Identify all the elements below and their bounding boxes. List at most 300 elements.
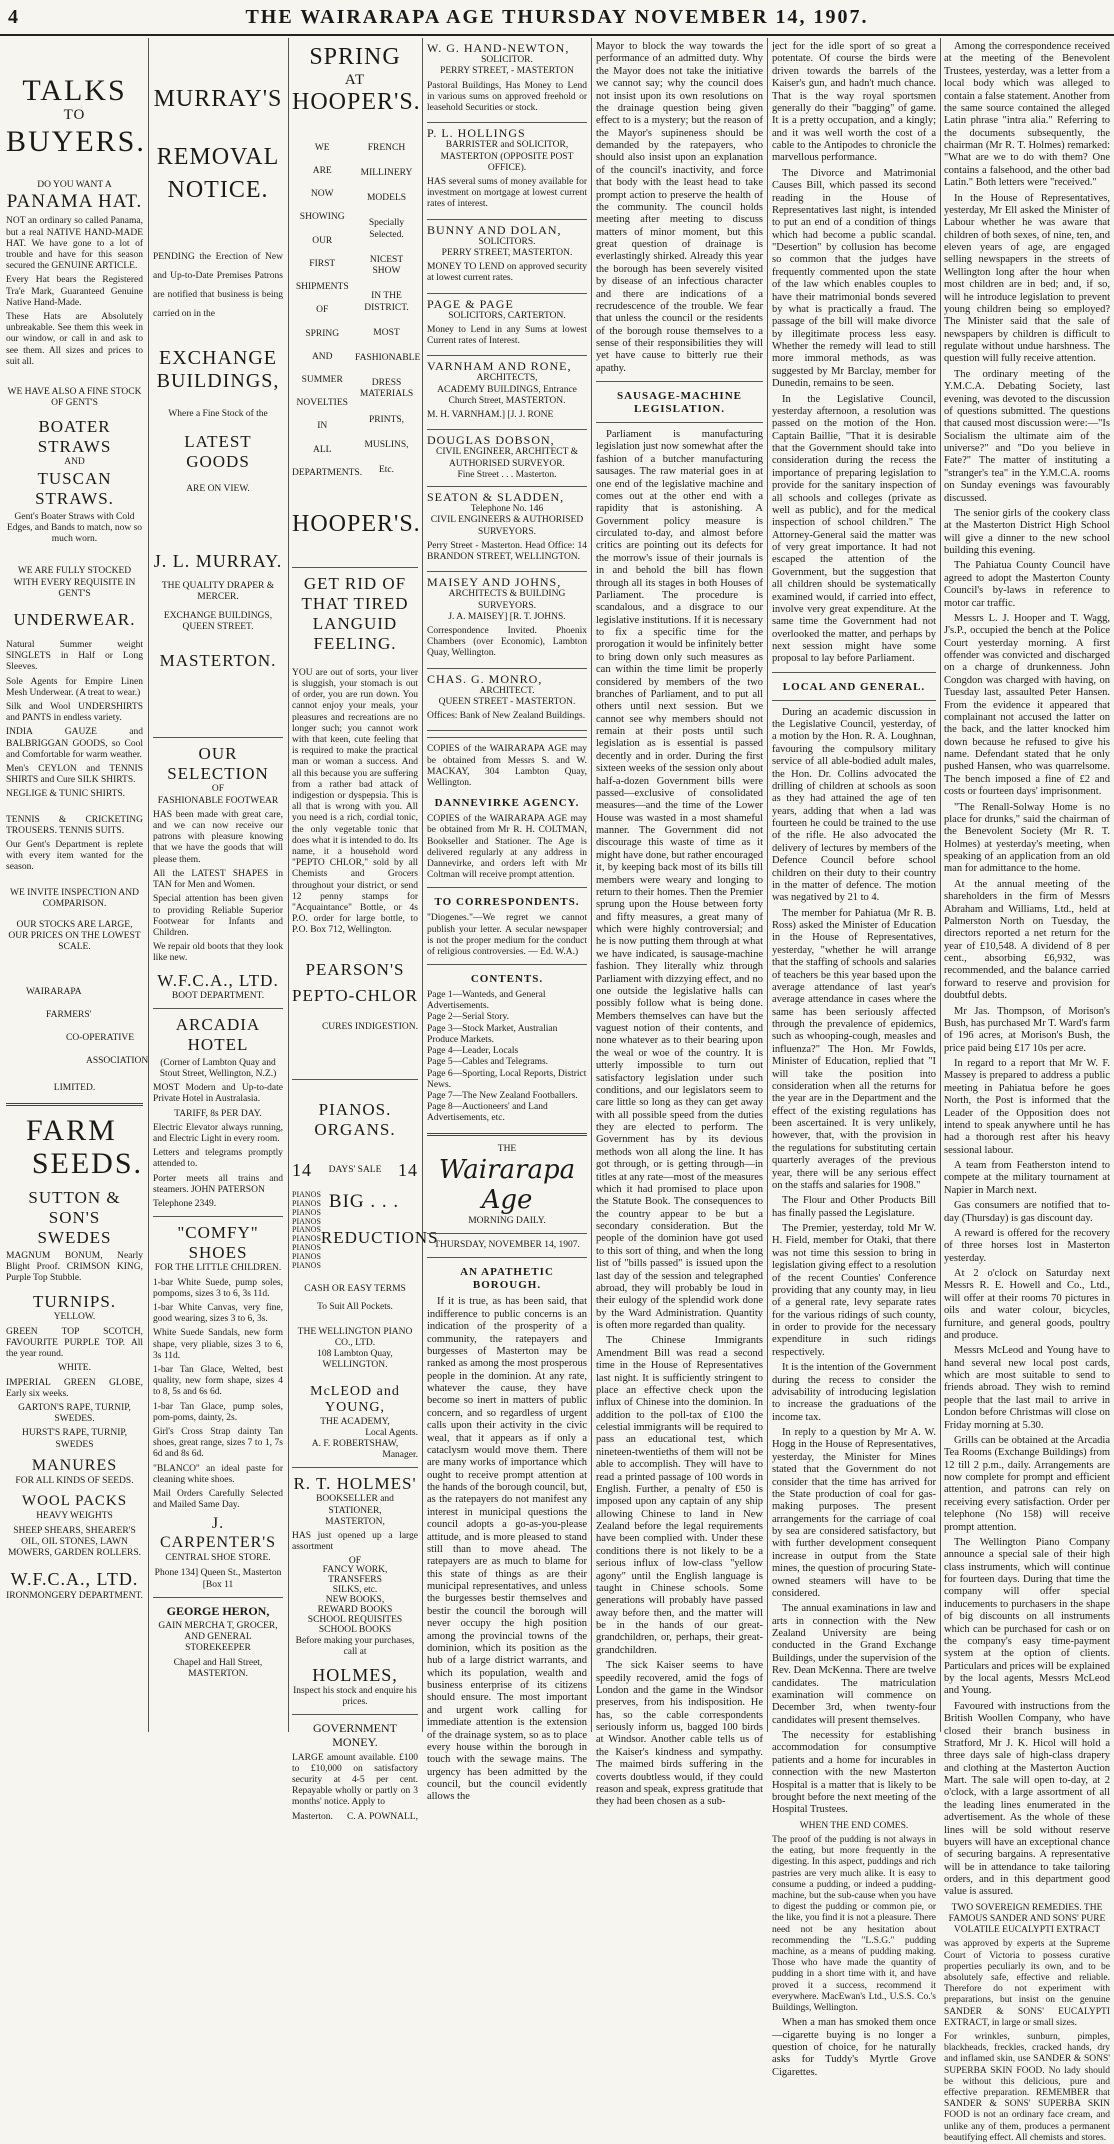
news-paragraph: ject for the idle sport of so great a potentate. Of course the birds were driven towards the barrels of the Kaiser's gun, and hadn't much chance. That is the way royal sportsmen generally do their "bagging" of game. It is a pretty occupation, and a kingly; and it was well worth the cost of a cable to the Antipodes to chronicle the marvellous performance. [772, 41, 936, 164]
hooper-right-item: PRINTS, [368, 414, 405, 425]
news-paragraph: The Flour and Other Products Bill has finally passed the Legislature. [772, 1195, 936, 1219]
panama-lead: DO YOU WANT A [37, 179, 112, 190]
heron-text: GAIN MERCHA T, GROCER, AND GENERAL STOREKEEPER [158, 1620, 278, 1654]
professional-role: SOLICITORS. [478, 236, 536, 247]
professional-text: Offices: Bank of New Zealand Buildings. [427, 711, 586, 722]
professional-role: ARCHITECTS, [476, 373, 538, 384]
buildings-heading: BUILDINGS, [156, 369, 280, 392]
exchange-heading: EXCHANGE [159, 346, 277, 369]
editorial-paragraph: Parliament is manufacturing legislation just now somewhat after the fashion of a butcher manufacturing sausages. The raw material goes in at one end of the legislative machine and comes out at the other end with a rapidity that is astonishing. A Government policy measure is circulated to-day, and almost before critics are pointing out its defects for the morrow's issue of their journals is in and behold the bill has flown through all its stages in both Houses of Parliament. The procedure is scandalous, and a disgrace to our legislative institutions. If it is necessary to fix a specific time for the prorogation it would be infinitely better to bring down only such measures as can within the time limit be properly considered by members of the two branches of Parliament, and to put all others until next session. But we cannot see why members should not remain at their posts until such legislation as is essential is passed decently and in order. During the first sixteen weeks of the session only about half-a-dozen Government bills were passed—exclusive of consolidated measures—and the time of the Lower House was wasted in a most shameful manner. The Government did not discourage this waste of time as it might have done, but rather encouraged it, by keeping back most of its bills till members were weary and longing to return to their homes. Then the Premier sprung upon the House between forty and fifty measures, a great many of which were highly controversial; and he is now putting them through at what we have indicated, is sausage-machine fashion. They literally whiz through Parliament with dizzying effect, and no one outside the legislative halls can possibly follow what is being done. Members themselves can have but the vaguest notion of their contents, and none whatever as to their bearing upon the weal or woe of the country. It is utterly impossible to turn out satisfactory legislation under such conditions, and our legislators seem to care little so long as they can get away with all possible speed from the duties they are elected to perform. The Government has by its devious methods won all along the line. It has got through, or is getting through—in titles at any rate—most of the measures which it had promised to place upon the Statute Book. The consequences to the country appear to be but a secondary consideration. But the people of the dominion have got used to this sort of thing, and when the long list of "bills passed" is issued upon the last day of the session and telegraphed abroad, they will probably be loud in their eulogy of the splendid work done by the Ward Administration. Quantity is often more regarded than quality. [596, 429, 763, 1332]
feeling-text: YOU are out of sorts, your liver is sluggish, your stomach is out of order, you are run down. You cannot enjoy your meals, your pleasures and recreations are no longer such; you cannot work with that keen, cute feeling that is required to make the practical man or woman a success. And all this because you are suffering from a rather bad attack of indigestion or dyspepsia. This is all that is wrong with you. All you need is a rich, cordial tonic, the only vegetable tonic that does what it is intended to do. Its name, it a household word "PEPTO CHLOR," sold by all Chemists and Grocers throughout your district, or send 12 penny stamps for "Acquaintance" Bottle, or 4s P.O. order for large bottle, to P.O. Box 712, Wellington. [292, 667, 418, 936]
hooper-right-item: MUSLINS, [364, 439, 409, 450]
editorial-paragraph: Mayor to block the way towards the performance of an admitted duty. Why the Mayor does not take the initiative we cannot say; why the council does not insist upon its own resolutions on the drainage question being given effect to is a mystery; but the reason of the Mayor's supineness should be demanded by the ratepayers, who should also insist upon an explanation of the council's inactivity, and force that body with the least head to take prompt action to preserve the health of the community. The council holds meeting after meeting to discuss matters of minor moment, but this great question of drainage is everlastingly shirked. Already this year the borough has been severely visited by disease of an infectious character and there are indications of a recrudescence of the trouble. We fear that unless the council or the residents of the borough rouse themselves to a sense of their responsibilities they will yet have cause to bitterly rue their apathy. [596, 41, 763, 374]
underwear-item: NEGLIGE & TUNIC SHIRTS. [6, 789, 126, 800]
comfy-item: 1-bar Tan Glace, Welted, best quality, new form shape, sizes 4 to 8, 5s and 6s 6d. [153, 1365, 283, 1398]
latest-goods-heading: LATEST GOODS [184, 431, 252, 472]
professional-role: Telephone No. 146 [470, 504, 544, 515]
underwear-heading: UNDERWEAR. [13, 609, 136, 629]
hooper-right-item: DRESS MATERIALS [359, 378, 414, 400]
hurst-text: HURST'S RAPE, TURNIP, SWEDES [21, 1428, 127, 1450]
leader-text: If it is true, as has been said, that indifference to public concerns is an indication of the prosperity of a community, the ratepayers and burgesses of Masterton may be ranked as among the most prosperous people in the dominion. At any rate, whatever the cause, they have become so inert in matters of public concern, and so regardless of urgent calls upon their activity in the civic weal, that it appears as if only a cataclysm would move them. There are many works of importance which ought to receive prompt attention at the hands of the borough council, but, as the ratepayers do not manifest any interest in municipal questions the council adopts a go-as-you-please attitude, and is more pleased to stand still than to move ahead. The ratepayers are as much to blame for this state of things as are their municipal representatives, and unless the burgesses bestir themselves and bestir the council the borough will never occupy the high position among the provincial towns of the dominion, which its position as the hub of a large district warrants, and which its population, wealth and business enterprise of its citizens should ensure. The most important and urgent work calling for immediate attention is the extension of the drainage system, so as to place every house within the borough in touch with the sewage mains. The urgency has been admitted by the council, but the council evidently allows the [427, 1296, 587, 1803]
local-general-heading: LOCAL AND GENERAL. [782, 680, 926, 693]
contents-item: Page 5—Cables and Telegrams. [427, 1057, 549, 1068]
carpenter-heading: J. CARPENTER'S [159, 1515, 277, 1552]
comfy-item: Mail Orders Carefully Selected and Mailed Same Day. [153, 1489, 283, 1511]
news-paragraph: During an academic discussion in the Legislative Council, yesterday, of a motion by the Hon. R. A. Loughnan, favouring the compulsory military service of all able-bodied adult males, the Hon. Dr. Collins advocated the drilling of children at schools as soon as they had attained the age of ten years, adding that when a lad was fourteen he could be trained to the use of the rifle. He also advocated the delivery of lectures by members of the Defence Council before school children on their duty to their country in the matter of defence. The motion was negatived by 21 to 4. [772, 706, 936, 904]
professional-card [427, 487, 587, 572]
pianos-list-item: PIANOS [292, 1260, 321, 1270]
hooper-right-item: MODELS [366, 193, 407, 204]
professional-card [427, 430, 587, 487]
professional-card [427, 123, 587, 219]
hooper-left-list [292, 142, 363, 491]
advert-text: The proof of the pudding is not always in the eating, but more frequently in the digesting. In this aspect, puddings and rich pastries are very much alike. It is easy to consume a pudding, or indeed a pudding-machine, but the sub-cause when you have to digest the pudding or common pie, or the like, you find it is not a pleasure. There need not be any hesitation about recommending the "L.S.G." pudding machine, as a means of pudding making. Those who have made the quantity of pudding in a short time with it, and have proved it a success, recommend it everywhere. MacEwan's Ltd., U.S.S. Co.'s Buildings, Wellington. [772, 1834, 936, 2013]
contents-list [427, 990, 587, 1124]
underwear-item: Silk and Wool UNDERSHIRTS and PANTS in endless variety. [6, 702, 143, 724]
shears-text: SHEEP SHEARS, SHEARER'S OIL, OIL STONES, LAWN MOWERS, GARDEN ROLLERS. [7, 1525, 141, 1559]
wfca-line: LIMITED. [53, 1083, 96, 1094]
professional-name: MAISEY AND JOHNS, [427, 575, 562, 590]
professional-text: MONEY TO LEND on approved security at lowest current rates. [427, 262, 587, 284]
masthead [0, 0, 1114, 36]
advert-heading: WHEN THE END COMES. [799, 1820, 909, 1831]
panama-text: These Hats are Absolutely unbreakable. See them this week in our window, or call in and ask to see them. All sizes and prices to suit all. [6, 311, 143, 367]
news-paragraph: Favoured with instructions from the British Woollen Company, who have closed their branch business in Stratford, Mr J. K. Hicol will hold a three days sale of high-class drapery and clothing at the Masterton Auction Mart. The sale will open to-day, at 2 o'clock, with a large assortment of all the leading lines enumerated in the advertisement. As the whole of these lines will be sold without reserve buyers will have an exceptional chance of securing bargains. A representative will be in attendance to take tailoring orders, and in this department good value is assured. [944, 1700, 1110, 1898]
news-paragraph: In regard to a report that Mr W. F. Massey is prepared to address a public meeting in Pahiatua before he goes North, the Post is informed that the Leader of the Opposition does not intend to speak anywhere until he has had a thorough rest after his heavy sessional labour. [944, 1058, 1110, 1156]
column-2-advertisements [153, 38, 283, 1732]
leader-heading: AN APATHETIC BOROUGH. [460, 1266, 554, 1292]
panama-text: Every Hat bears the Registered Tra'e Mark, Guaranteed Genuine Native Hand-Made. [6, 275, 143, 308]
stocks-text: OUR STOCKS ARE LARGE, OUR PRICES ON THE LOWEST SCALE. [8, 920, 141, 953]
get-rid-heading: GET RID OF [303, 573, 407, 593]
arcadia-text: Letters and telegrams promptly attended to. [153, 1148, 283, 1170]
news-paragraph: Messrs L. J. Hooper and T. Wagg, J's.P., occupied the bench at the Police Court yesterday morning. A first offender was convicted and discharged on a charge of drunkenness. John Congdon was charged with having, on Tuesday last, assaulted Peter Hansen. From the evidence it appeared that complainant not accused the latter on the back, and the latter knocked him down because he refused to give his name. Defendant stated that he only pushed Hansen, who was quarrelsome. The bench imposed a fine of £2 and costs or fourteen days' imprisonment. [944, 612, 1110, 798]
hooper-left-item: ARE [312, 166, 332, 177]
manager-text: Manager. [382, 1450, 418, 1461]
page-number: 4 [8, 6, 18, 28]
talks-heading: TALKS [22, 74, 127, 107]
inspect-text: Inspect his stock and enquire his prices. [293, 1685, 417, 1708]
hooper-left-item: OF [316, 305, 329, 316]
comfy-heading: "COMFY" SHOES [177, 1223, 259, 1263]
hooper-right-item: MILLINERY [360, 168, 413, 179]
editorial-paragraph: The Chinese Immigrants Amendment Bill was read a second time in the House of Representatives last night. It is sufficiently stringent to place an effective check upon the influx of Chinese into the dominion. In addition to the poll-tax of £100 the celestial immigrants will be required to pass an educational test, which nineteen-twentieths of them will not be able to accomplish. They will have to read a printed passage of 100 words in English. Further, a penalty of £50 is imposed upon any captain of any ship allowing Chinese to land in New Zealand before the legal requirements have been complied with. Under these conditions there is not likely to be a serious influx of low-class "yellow agony" until the English language is taught in Chinese schools. Some generations will probably have passed away before then, and the matter will be in the hands of our great-grandchildren, or, perhaps, their great-grandchildren. [596, 1335, 763, 1656]
pianos-list-item: PIANOS [292, 1251, 321, 1261]
professional-name: VARNHAM AND RONE, [427, 359, 572, 374]
professional-cards [427, 38, 587, 731]
pianos-list-item: PIANOS [292, 1199, 321, 1208]
heron-heading: GEORGE HERON, [166, 1603, 270, 1618]
telephone-text: Telephone 2349. [153, 1199, 217, 1210]
yellow-text: GREEN TOP SCOTCH, FAVOURITE PURPLE TOP. All the year round. [6, 1326, 143, 1360]
column-rule [767, 38, 768, 1732]
wfca-line: WAIRARAPA [26, 986, 82, 997]
column-rule [148, 38, 149, 1732]
underwear-item: TENNIS & CRICKETING TROUSERS. TENNIS SUITS. [6, 814, 143, 836]
languid-heading: LANGUID [312, 613, 398, 633]
professional-text: HAS several sums of money available for investment on mortgage at lowest current rates of interest. [427, 176, 587, 210]
professional-card [427, 294, 587, 357]
hooper-left-item: DEPARTMENTS. [292, 467, 363, 478]
gov-signature: C. A. POWNALL, [347, 1811, 418, 1822]
hooper-left-item: OUR [312, 235, 333, 246]
chapel-text: Chapel and Hall Street, [173, 1657, 263, 1668]
copies-notice: COPIES of the WAIRARAPA AGE may be obtained from Messrs S. and W. MACKAY, 304 Lambton Quay, Wellington. [427, 744, 587, 788]
comfy-item: 1-bar White Suede, pump soles, pompoms, sizes 3 to 6, 3s 11d. [153, 1277, 283, 1299]
news-paragraph: Among the correspondence received at the meeting of the Benevolent Trustees, yesterday, was a letter from a local body which was alleged to contain a false statement. Another from the same source contained the alleged Latin phrase "intra alia." Referring to the documents subsequently, the chairman (Mr R. T. Holmes) remarked: "What are we to do with them? One contains a falsehood, and the other bad Latin." Both letters were "received." [944, 41, 1110, 189]
ironmongery-text: IRONMONGERY DEPARTMENT. [6, 1590, 143, 1601]
hooper-left-item: FIRST [309, 258, 336, 269]
news-paragraph: The Pahiatua County Council have agreed to adopt the Masterton County Council's by-laws in reference to motor car traffic. [944, 560, 1110, 609]
pianos-list-item: PIANOS [292, 1216, 321, 1226]
wfca-boot-heading: W.F.C.A., LTD. [157, 970, 279, 990]
holmes-before-text: Before making your purchases, call at [295, 1636, 415, 1658]
holmes-list-item: TRANSFERS [328, 1575, 382, 1586]
professional-address: CIVIL ENGINEERS & AUTHORISED SURVEYORS. [430, 515, 584, 537]
robertshaw-text: A. F. ROBERTSHAW, [311, 1439, 399, 1450]
professional-text: Perry Street - Masterton. Head Office: 14 BRANDON STREET, WELLINGTON. [427, 540, 587, 562]
professional-name: P. L. HOLLINGS [427, 126, 526, 141]
holmes-list-item: FANCY WORK, [322, 1565, 388, 1576]
heron-town: MASTERTON. [188, 1668, 248, 1679]
wfca-line: FARMERS' [46, 1009, 92, 1020]
contents-item: Page 4—Leader, Locals [427, 1046, 519, 1057]
arcadia-text: Electric Elevator always running, and Electric Light in every room. [153, 1122, 283, 1145]
feeling-heading: FEELING. [313, 633, 397, 653]
spring-heading: SPRING [309, 44, 401, 70]
of-text: OF [211, 784, 225, 795]
masterton-heading: MASTERTON. [159, 651, 277, 671]
contents-item: Page 2—Serial Story. [427, 1012, 509, 1023]
professional-text: Money to Lend in any Sums at lowest Current rates of Interest. [427, 324, 587, 347]
professional-card [427, 38, 587, 123]
pianos-list-item: PIANOS [292, 1234, 321, 1244]
professional-text: Correspondence Invited. Phoenix Chambers (over Economic), Lambton Quay, Wellington. [427, 625, 587, 659]
tired-heading: THAT TIRED [301, 593, 409, 613]
news-paragraph: The Premier, yesterday, told Mr W. H. Field, member for Otaki, that there was not time this session to bring in legislation giving effect to a resolution of the recent Counties' Conference providing that any county may, in lieu of a general rate, levy separate rates for the various ridings of such county, in order to provide for the necessary expenditure in such ridings respectively. [772, 1223, 936, 1358]
panama-heading: PANAMA HAT. [6, 190, 143, 212]
news-paragraph: "The Renall-Solway Home is no place for drunks," said the chairman of the Benevolent Society (Mr R. T. Holmes) at yesterday's meeting, when speaking of an application from an old man for admittance to the home. [944, 801, 1110, 875]
professional-role: SOLICITOR. [481, 55, 533, 66]
hooper-right-item: FASHIONABLE [355, 352, 421, 363]
hooper-right-item: FRENCH [367, 142, 406, 153]
hooper-right-item: IN THE DISTRICT. [364, 291, 409, 313]
holmes-list-item: SCHOOL BOOKS [318, 1625, 392, 1636]
gov-place: Masterton. [292, 1811, 333, 1822]
professional-address: ACADEMY BUILDINGS, Entrance Church Street, MASTERTON. [437, 384, 577, 406]
underwear-item: INDIA GAUZE and BALBRIGGAN GOODS, so Cool and Comfortable for warm weather. [6, 727, 143, 760]
professional-name: CHAS. G. MONRO, [427, 671, 543, 686]
garton-text: GARTON'S RAPE, TURNIP, SWEDES. [18, 1402, 131, 1425]
fashion-text: Special attention has been given to providing Reliable Superior Footwear for Infants and Children. [153, 894, 283, 938]
column-rule [940, 38, 941, 1732]
news-paragraph: In the House of Representatives, yesterday, Mr Ell asked the Minister of Labour whether he was aware that children of both sexes, of nine, ten, and eleven years of age, are engaged selling newspapers in the streets of Wellington long after the hour when most children are in bed; and, if so, will he introduce legislation to prevent young children being so employed? The Minister said that the sale of newspapers by children is difficult to regulate without undue harshness. The question will fully receive attention. [944, 192, 1110, 365]
hooper-left-item: SUMMER [301, 374, 343, 385]
pepto-chlor-heading: PEPTO-CHLOR [292, 985, 418, 1005]
copies-notice: COPIES of the WAIRARAPA AGE may be obtained from Mr R. H. COLTMAN, Bookseller and Stationer. The Age is delivered regularly at any address in Dannevirke, and orders left with Mr Coltman will receive prompt attention. [427, 814, 587, 881]
days-number: 14 [292, 1159, 312, 1180]
yellow-heading: YELLOW. [53, 1312, 96, 1323]
pianos-list [292, 1191, 321, 1270]
professional-role: SOLICITORS, CARTERTON. [448, 310, 566, 321]
correspondents-text: "Diogenes."—We regret we cannot publish your letter. A secular newspaper is not the proper medium for the conduct of religious controversies. — Ed. W.A.) [427, 913, 587, 957]
where-text: Where a Fine Stock of the [168, 408, 268, 419]
hooper-right-list [355, 142, 421, 491]
holmes-list-item: NEW BOOKS, [325, 1595, 385, 1606]
selection-heading: OUR SELECTION [167, 744, 269, 784]
big-heading: BIG . . . [328, 1191, 400, 1213]
newspaper-title: THE WAIRARAPA AGE THURSDAY NOVEMBER 14, 1907. [245, 6, 869, 28]
column-rule [288, 38, 289, 1732]
piano-co-text: THE WELLINGTON PIANO CO., LTD. [297, 1326, 413, 1348]
column-7-news [944, 38, 1110, 2143]
draper-text: THE QUALITY DRAPER & MERCER. [161, 580, 275, 602]
professional-card [427, 572, 587, 668]
column-5-editorial [596, 38, 763, 1808]
holmes-town: MASTERTON, [325, 1516, 385, 1527]
advert-text: For wrinkles, sunburn, pimples, blackheads, freckles, cracked hands, dry and inflamed skin, use SANDER & SONS' SUPERBA SKIN FOOD. No lady should be without this delicious, pure and effective preparation. REMEMBER that SANDER & SONS' SUPERBA SKIN FOOD is not an ordinary face cream, and unlike any of them, produces a permanent beautifying effect. All chemists and stores. [944, 2031, 1110, 2143]
editorial-paragraph: The sick Kaiser seems to have speedily recovered, amid the fogs of London and the game in the Windsor preserves, from his indisposition. He has, so the cable correspondents seriously inform us, bagged 100 birds at Windsor. Another cable tells us of the Kaiser's kindness and sympathy. The maimed birds suffering in the coverts doubtless would, if they could reason and speak, express gratitude that they had been chosen as a sub- [596, 1660, 763, 1808]
contents-item: Page 6—Sporting, Local Reports, District News. [427, 1068, 587, 1090]
news-paragraph: Grills can be obtained at the Arcadia Tea Rooms (Exchange Buildings) from 12 till 2 p.m., daily. Arrangements are now complete for prompt and efficient attention, and patrons can rely on receiving every satisfaction. Order per telephone (No 158) will receive prompt attention. [944, 1434, 1110, 1533]
arcadia-address: (Corner of Lambton Quay and Stout Street, Wellington, N.Z.) [159, 1057, 277, 1080]
news-paragraph: The necessity for establishing accommodation for consumptive patients and a home for incurables in connection with the new Masterton Hospital is a matter that is likely to be brought before the next meeting of the Hospital Trustees. [772, 1730, 936, 1816]
professional-address: J. A. MAISEY] [R. T. JOHNS. [448, 611, 566, 622]
news-paragraph: The Wellington Piano Company announce a special sale of their high class instruments, which will continue for fourteen days. During that time the company will offer special inducements to purchasers in the shape of big discounts on all instruments which can be purchased for cash or on the company's easy time-payment system at the option of clients. Particulars and prices will be explained by the local agents, Messrs McLeod and Young. [944, 1536, 1110, 1697]
pianos-list-item: PIANOS [292, 1190, 321, 1200]
advert-text: was approved by experts at the Supreme Court of Victoria to possess curative properties peculiarly its own, and to be absolutely safe, effective and reliable. Therefore do not experiment with preparations, but insist on the genuine SANDER & SONS' EUCALYPTI EXTRACT, in large or small sizes. [944, 1939, 1110, 2028]
suit-text: To Suit All Pockets. [317, 1301, 393, 1312]
days-sale-text: DAYS' SALE [328, 1164, 382, 1175]
contents-item: Page 1—Wanteds, and General Advertisements. [427, 990, 546, 1012]
tuscan-heading: TUSCAN STRAWS. [35, 468, 114, 508]
professional-name: PAGE & PAGE [427, 296, 514, 311]
column-1-advertisements [6, 38, 149, 1732]
view-text: ARE ON VIEW. [186, 484, 250, 495]
hooper-left-item: WE [314, 142, 330, 153]
dannevirke-heading: DANNEVIRKE AGENCY. [434, 797, 580, 810]
news-paragraph: At the annual meeting of the shareholders in the firm of Messrs Abraham and Williams, Ltd., held at Palmerston North on Tuesday, the directors reported a net return for the year of £10,548. A dividend of 8 per cent., absorbing £6,932, was recommended, and the balance carried forward to reserve and provision for doubtful debts. [944, 878, 1110, 1002]
news-paragraph: In the Legislative Council, yesterday afternoon, a resolution was passed on the motion of the Hon. Captain Baillie, "That it is desirable that the Government should take into consideration during the recess the importance of preparing legislation to provide for the sanitary inspection of all schools and colleges (private as well as public), and for the medical inspection of school children." The Attorney-General said the matter was of very great importance. It had not escaped the attention of the Government, but the suggestion that all children should be systematically examined would, if carried into effect, involve very great expenditure. At the same time the Government had not overlooked the matter, and perhaps by next session might have some proposal to lay before Parliament. [772, 393, 936, 665]
professional-name: DOUGLAS DOBSON, [427, 433, 555, 448]
news-paragraph: When a man has smoked them once—cigarette buying is no longer a question of choice, for he naturally asks for Tuddy's Myrtle Grove Cigarettes. [772, 2017, 936, 2078]
contents-item: Page 3—Stock Market, Australian Produce Markets. [427, 1023, 558, 1045]
gov-money-heading: GOVERNMENT MONEY. [313, 1721, 397, 1750]
news-paragraph: A team from Featherston intend to compete at the military tournament at Napier in March next. [944, 1160, 1110, 1196]
comfy-item: "BLANCO" an ideal paste for cleaning white shoes. [153, 1463, 283, 1485]
buyers-heading: BUYERS. [6, 124, 146, 158]
turnips-heading: TURNIPS. [32, 1292, 117, 1312]
panama-text: NOT an ordinary so called Panama, but a real NATIVE HAND-MADE HAT. We have gone to a lot of trouble and have for this season secured the GENUINE ARTICLE. [6, 216, 143, 272]
holmes-list-item: OF [348, 1555, 362, 1566]
wfca-ltd-heading: W.F.C.A., LTD. [10, 1569, 139, 1590]
hoopers-footer: HOOPER'S. [292, 510, 421, 537]
professional-role: ARCHITECT. [479, 685, 535, 696]
holmes-text: HAS just opened up a large assortment [292, 1531, 418, 1553]
hooper-right-item: Specially Selected. [368, 218, 405, 240]
wfca-line: ASSOCIATION [86, 1056, 149, 1067]
central-shoe-text: CENTRAL SHOE STORE. [165, 1553, 271, 1564]
hooper-left-item: AND [311, 351, 333, 362]
at-text: AT [344, 71, 366, 88]
talks-to: TO [63, 107, 86, 123]
holmes-heading: R. T. HOLMES' [293, 1474, 417, 1494]
comfy-item: White Suede Sandals, new form shape, very pliable, sizes 3 to 6, 3s 11d. [153, 1328, 283, 1361]
and-text: AND [64, 457, 85, 468]
swedes-text: MAGNUM BONUM, Nearly Blight Proof. CRIMSON KING, Purple Top Stubble. [6, 1250, 143, 1284]
wfca-line: CO-OPERATIVE [66, 1033, 135, 1044]
hooper-left-item: NOVELTIES [296, 398, 348, 409]
issue-date: THURSDAY, NOVEMBER 14, 1907. [434, 1240, 580, 1251]
murray-address: EXCHANGE BUILDINGS, QUEEN STREET. [163, 610, 273, 633]
column-4-professional-and-leader [427, 38, 587, 1803]
sutton-heading: SUTTON & SON'S [28, 1187, 121, 1227]
news-paragraph: The senior girls of the cookery class at the Masterton District High School will give a dinner to the new school building this evening. [944, 507, 1110, 556]
professional-address: QUEEN STREET - MASTERTON. [438, 696, 576, 707]
news-paragraph: The Divorce and Matrimonial Causes Bill, which passed its second reading in the House of Representatives last night, is intended to put an end of a condition of things which had become a public scandal. "Desertion" by collusion has become so common that the judges have frequently commented upon the state of the law which enables couples to have their matrimonial bonds severed by what is practically a fraud. The passage of the bill will make divorce by illegitimate process less easy. Whether the remedy will lead to still more immoral methods, as was suggested by Mr Barclay, member for Dunedin, remains to be seen. [772, 167, 936, 390]
arcadia-text: Porter meets all trains and steamers. JOHN PATERSON [153, 1173, 283, 1195]
news-paragraph: Mr Jas. Thompson, of Morison's Bush, has purchased Mr T. Ward's farm of 196 acres, at Morison's Bush, the price paid being £17 10s per acre. [944, 1005, 1110, 1054]
days-number: 14 [398, 1159, 418, 1180]
holmes-footer: HOLMES, [312, 1664, 398, 1685]
professional-name: W. G. HAND-NEWTON, [427, 41, 570, 55]
manures-text: FOR ALL KINDS OF SEEDS. [15, 1475, 134, 1486]
professional-address: MASTERTON (OPPOSITE POST OFFICE). [440, 151, 574, 173]
boater-lead: WE HAVE ALSO A FINE STOCK OF GENT'S [7, 386, 142, 409]
boater-text: Gent's Boater Straws with Cold Edges, and Bands to match, now so much worn. [6, 511, 143, 545]
wool-small: HEAVY WEIGHTS [36, 1511, 113, 1522]
tariff-text: TARIFF, 8s PER DAY. [174, 1108, 262, 1119]
farm-heading: FARM [26, 1113, 117, 1147]
hooper-right-item: Etc. [378, 464, 395, 475]
underwear-item: Our Gent's Department is replete with every item wanted for the season. [6, 840, 143, 873]
news-paragraph: It is the intention of the Government during the recess to consider the advisability of introducing legislation to increase the graduations of the income tax. [772, 1362, 936, 1423]
reductions-heading: REDUCTIONS [320, 1227, 439, 1247]
murrays-heading: MURRAY'S [153, 86, 283, 112]
fashion-text: HAS been made with great care, and we can now receive our patrons with pleasure knowing that we have the goods that will please them. [153, 809, 283, 865]
agents-text: Local Agents. [365, 1427, 418, 1438]
professional-card [427, 356, 587, 430]
pianos-heading: PIANOS. [318, 1099, 392, 1119]
contents-item: Page 7—The New Zealand Footballers. [427, 1090, 578, 1101]
comfy-subheading: FOR THE LITTLE CHILDREN. [154, 1263, 282, 1274]
boot-dept-text: BOOT DEPARTMENT. [171, 990, 265, 1001]
hooper-left-item: SPRING [305, 328, 340, 339]
professional-name: SEATON & SLADDEN, [427, 490, 565, 505]
hooper-left-item: IN [317, 421, 328, 432]
boater-heading: BOATER STRAWS [37, 417, 112, 457]
hooper-left-item: ALL [313, 444, 332, 455]
underwear-item: Sole Agents for Empire Linen Mesh Underwear. (A treat to wear.) [6, 676, 143, 698]
column-rule [591, 38, 592, 1732]
hooper-left-item: SHIPMENTS [295, 282, 349, 293]
white-text: IMPERIAL GREEN GLOBE, Early six weeks. [6, 1377, 143, 1399]
news-paragraph: The member for Pahiatua (Mr R. B. Ross) asked the Minister of Education in the House of Representatives, yesterday, "whether he will arrange that the staffing of schools and salaries of teachers be this year based upon the average attendance of last year's average attendance in cases where the same has been seriously affected through the prevalence of epidemics, such as whooping-cough, measles and influenza?" The Hon. Mr Fowlds, Minister of Education, replied that "I will take the position into consideration when all the returns for the year are in the Department and the effect of the existing regulations has been ascertained. It is very unlikely, however, that, with the provision in the regulations for substituting certain quarterly averages of the previous year, there will be any serious effect on the staffs and salaries for 1908." [772, 907, 936, 1191]
comfy-item: 1-bar White Canvas, very fine, good wearing, sizes 3 to 6, 3s. [153, 1303, 283, 1325]
underwear-item: Men's CEYLON and TENNIS SHIRTS and Cure SILK SHIRTS. [6, 764, 143, 786]
wool-heading: WOOL PACKS [21, 1492, 128, 1509]
seeds-heading: SEEDS. [31, 1146, 143, 1180]
the-text: THE [497, 1143, 517, 1154]
fashion-text: All the LATEST SHAPES in TAN for Men and Women. [153, 868, 283, 891]
organs-heading: ORGANS. [314, 1119, 396, 1139]
manures-heading: MANURES [31, 1456, 118, 1474]
notice-heading: NOTICE. [167, 177, 269, 204]
underwear-item: Natural Summer weight SINGLETS in Half or Long Sleeves. [6, 640, 143, 673]
cures-text: CURES INDIGESTION. [321, 1021, 418, 1032]
comfy-item: Girl's Cross Strap dainty Tan shoes, great range, sizes 7 to 1, 7s 6d and 8s 6d. [153, 1427, 283, 1460]
advert-heading: TWO SOVEREIGN REMEDIES. THE FAMOUS SANDER AND SONS' PURE VOLATILE EUCALYPTI EXTRACT [948, 1902, 1106, 1936]
arcadia-text: MOST Modern and Up-to-date Private Hotel in Australasia. [153, 1083, 283, 1105]
column-6-news [772, 38, 936, 2078]
underwear-lead: WE ARE FULLY STOCKED WITH EVERY REQUISITE IN GENT'S [13, 566, 136, 599]
news-paragraph: Messrs McLeod and Young have to hand several new local post cards, which are most suitable to send to friends abroad. They wish to remind people that the last mail to arrive in London before Christmas will close on Friday morning at 5.30. [944, 1345, 1110, 1431]
phone-line: Phone 134] Queen St., Masterton [Box 11 [154, 1568, 282, 1590]
holmes-list-item: SILKS, etc. [332, 1585, 378, 1596]
pending-text: PENDING the Erection of New and Up-to-Date Premises Patrons are notified that business is being carried on in the [153, 251, 283, 319]
contents-heading: CONTENTS. [470, 973, 544, 986]
professional-name: BUNNY AND DOLAN, [427, 222, 562, 237]
invite-text: WE INVITE INSPECTION AND COMPARISON. [9, 887, 140, 909]
hooper-left-item: NOW [310, 189, 334, 200]
professional-address: PERRY STREET, MASTERTON. [441, 247, 573, 258]
pearsons-heading: PEARSON'S [305, 959, 405, 979]
professional-card [427, 220, 587, 294]
holmes-subheading: BOOKSELLER and STATIONER, [316, 1494, 394, 1516]
professional-address: Fine Street . . . Masterton. [457, 469, 557, 480]
contents-item: Page 8—Auctioneers' and Land Advertisements, etc. [427, 1102, 548, 1124]
piano-address: 108 Lambton Quay, [317, 1349, 393, 1360]
white-heading: WHITE. [58, 1363, 91, 1374]
news-paragraph: The ordinary meeting of the Y.M.C.A. Debating Society, last evening, was devoted to the discussion of questions submitted. The questions that caused most discussion were:—"Is Socialism the ultimate aim of the universe?" and "Do you believe in Fate?" The matter of instituting a "stranger's tea" in the Y.M.C.A. rooms on Sunday evenings was favourably discussed. [944, 368, 1110, 504]
professional-card [427, 669, 587, 732]
removal-heading: REMOVAL [156, 143, 280, 170]
column-3-advertisements [292, 38, 439, 1822]
news-paragraph: A reward is offered for the recovery of three horses lost in Masterton yesterday. [944, 1227, 1110, 1264]
professional-text: M. H. VARNHAM.] [J. J. RONE [427, 410, 554, 421]
professional-text: Pastoral Buildings, Has Money to Lend in various sums on approved freehold or leasehold Securities or stock. [427, 80, 587, 113]
pianos-list-item: PIANOS [292, 1225, 321, 1235]
fashion-heading: FASHIONABLE FOOTWEAR [157, 795, 279, 806]
hooper-right-item: NICEST SHOW [369, 254, 404, 277]
holmes-list-item: SCHOOL REQUISITES [307, 1615, 403, 1626]
morning-daily: MORNING DAILY. [468, 1216, 546, 1227]
professional-address: PERRY STREET, - MASTERTON [440, 66, 574, 77]
holmes-list-item: REWARD BOOKS [317, 1605, 393, 1616]
news-paragraph: At 2 o'clock on Saturday next Messrs R. E. Howell and Co., Ltd., will offer at their rooms 70 pictures in oils and water colour, bicycles, furniture, and general goods, poultry and produce. [944, 1268, 1110, 1341]
paper-name: Wairarapa Age [438, 1154, 576, 1216]
news-paragraph: Gas consumers are notified that to-day (Thursday) is gas discount day. [944, 1200, 1110, 1224]
professional-role: CIVIL ENGINEER, ARCHITECT & AUTHORISED SURVEYOR. [436, 447, 578, 469]
professional-role: ARCHITECTS & BUILDING SURVEYORS. [448, 589, 566, 611]
pianos-list-item: PIANOS [292, 1207, 321, 1217]
hooper-right-item: MOST [373, 327, 400, 338]
professional-role: BARRISTER and SOLICITOR, [445, 140, 569, 151]
pianos-list-item: PIANOS [292, 1242, 321, 1252]
news-paragraph: In reply to a question by Mr A. W. Hogg in the House of Representatives, yesterday, the Minister for Mines stated that the Government do not consider that the time has arrived for the State production of coal for gas-making purposes. The present arrangements for the carriage of coal by sea are considered satisfactory, but with further development consequent increase in output from the State mines, the question of procuring State-owned steamers will have to be considered. [772, 1427, 936, 1599]
swedes-heading: SWEDES [37, 1227, 112, 1247]
academy-text: THE ACADEMY, [320, 1416, 390, 1427]
arcadia-heading: ARCADIA HOTEL [175, 1014, 261, 1054]
jl-murray-heading: J. L. MURRAY. [153, 551, 283, 572]
mcleod-heading: McLEOD and YOUNG, [310, 1383, 400, 1416]
comfy-item: 1-bar Tan Glace, pump soles, pom-poms, dainty, 2s. [153, 1401, 283, 1423]
cash-text: CASH OR EASY TERMS [304, 1284, 406, 1295]
news-paragraph: The annual examinations in law and arts in connection with the New Zealand University are being conducted in the Grand Exchange Buildings, under the supervision of the Rev. Dean McKenna. There are twelve candidates. The matriculation examination will commence on December 3rd, when twenty-four candidates will present themselves. [772, 1603, 936, 1726]
piano-town: WELLINGTON. [322, 1360, 388, 1371]
fashion-text: We repair old boots that they look like new. [153, 942, 283, 964]
hoopers-heading: HOOPER'S. [292, 89, 421, 116]
